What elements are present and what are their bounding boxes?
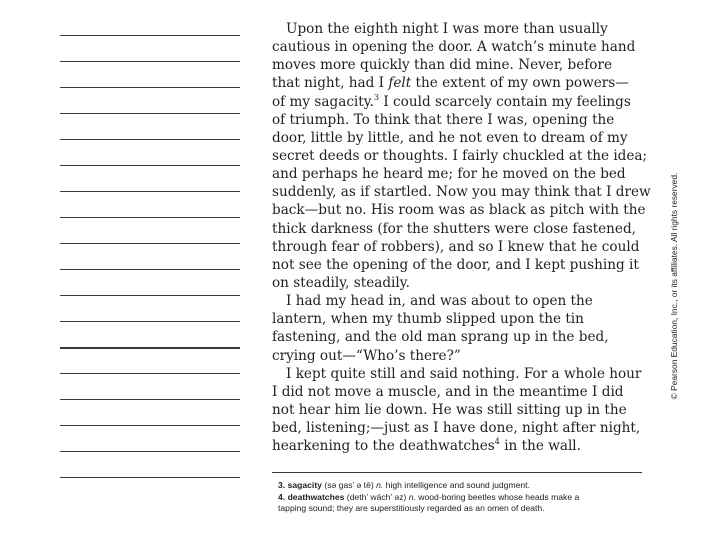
passage-line: cautious in opening the door. A watch’s minute hand: [272, 39, 636, 56]
footnotes: [278, 480, 658, 515]
passage-line: thick darkness (for the shutters were close fastened,: [272, 220, 636, 237]
note-line[interactable]: [60, 35, 240, 36]
note-line[interactable]: [60, 165, 240, 166]
passage-line: secret deeds or thoughts. I fairly chuckled at the idea;: [272, 147, 648, 164]
note-line[interactable]: [60, 477, 240, 478]
passage-line: back—but no. His room was as black as pitch with the: [272, 202, 646, 219]
passage-line: moves more quickly than did mine. Never, before: [272, 57, 613, 74]
note-line[interactable]: [60, 191, 240, 192]
note-line[interactable]: [60, 451, 240, 452]
note-line[interactable]: [60, 217, 240, 218]
story-passage: [272, 20, 662, 455]
note-line[interactable]: [60, 139, 240, 140]
passage-line: not hear him lie down. He was still sitting up in the: [272, 401, 627, 418]
passage-line: suddenly, as if startled. Now you may think that I drew: [272, 184, 651, 201]
emphasis-felt: felt: [388, 75, 412, 92]
passage-line: hearkening to the deathwatches$^4$ in the wall.: [272, 437, 581, 455]
note-line[interactable]: [60, 425, 240, 426]
passage-line: lantern, when my thumb slipped upon the tin: [272, 311, 584, 328]
copyright-notice: © Pearson Education, Inc., or its affiliates. All rights reserved.: [669, 172, 679, 400]
passage-line: of my sagacity.$^3$ I could scarcely contain my feelings: [272, 92, 631, 110]
passage-line: not see the opening of the door, and I kept pushing it: [272, 256, 639, 273]
footnote-ref-4[interactable]: 4: [494, 437, 500, 447]
passage-line: Upon the eighth night I was more than usually: [286, 21, 608, 37]
footnote-ref-3[interactable]: 3: [373, 92, 380, 102]
note-line[interactable]: [60, 347, 240, 349]
footnote-4: 4. deathwatches (deth’ wäch’ əz) n. wood-boring beetles whose heads make a: [278, 491, 580, 502]
note-line[interactable]: [60, 399, 240, 400]
note-line[interactable]: [60, 269, 240, 270]
passage-line: door, little by little, and he not even to dream of my: [272, 129, 628, 146]
footnote-4-continued: tapping sound; they are superstitiously regarded as an omen of death.: [278, 503, 545, 514]
note-line[interactable]: [60, 61, 240, 62]
footnote-divider: [272, 472, 642, 473]
passage-line: on steadily, steadily.: [272, 274, 410, 291]
passage-line: I kept quite still and said nothing. For a whole hour: [286, 365, 642, 382]
note-line[interactable]: [60, 243, 240, 244]
note-line[interactable]: [60, 87, 240, 88]
passage-line: crying out—“Who’s there?”: [272, 347, 461, 364]
passage-line: through fear of robbers), and so I knew that he could: [272, 238, 640, 255]
note-line[interactable]: [60, 373, 240, 374]
passage-line: fastening, and the old man sprang up in the bed,: [272, 329, 609, 346]
passage-line: bed, listening;—just as I have done, night after night,: [272, 420, 641, 437]
note-line[interactable]: [60, 113, 240, 114]
note-lines-column: [60, 0, 240, 540]
passage-line: I did not move a muscle, and in the meantime I did: [272, 383, 624, 400]
passage-line: of triumph. To think that there I was, opening the: [272, 111, 615, 128]
passage-line: I had my head in, and was about to open the: [286, 293, 593, 310]
note-line[interactable]: [60, 321, 240, 322]
note-line[interactable]: [60, 295, 240, 296]
passage-line: and perhaps he heard me; for he moved on the bed: [272, 166, 626, 183]
passage-line: that night, had I felt the extent of my own powers—: [272, 75, 629, 92]
footnote-3: 3. sagacity (sə gas’ ə tē) n. high intelligence and sound judgment.: [278, 480, 530, 490]
